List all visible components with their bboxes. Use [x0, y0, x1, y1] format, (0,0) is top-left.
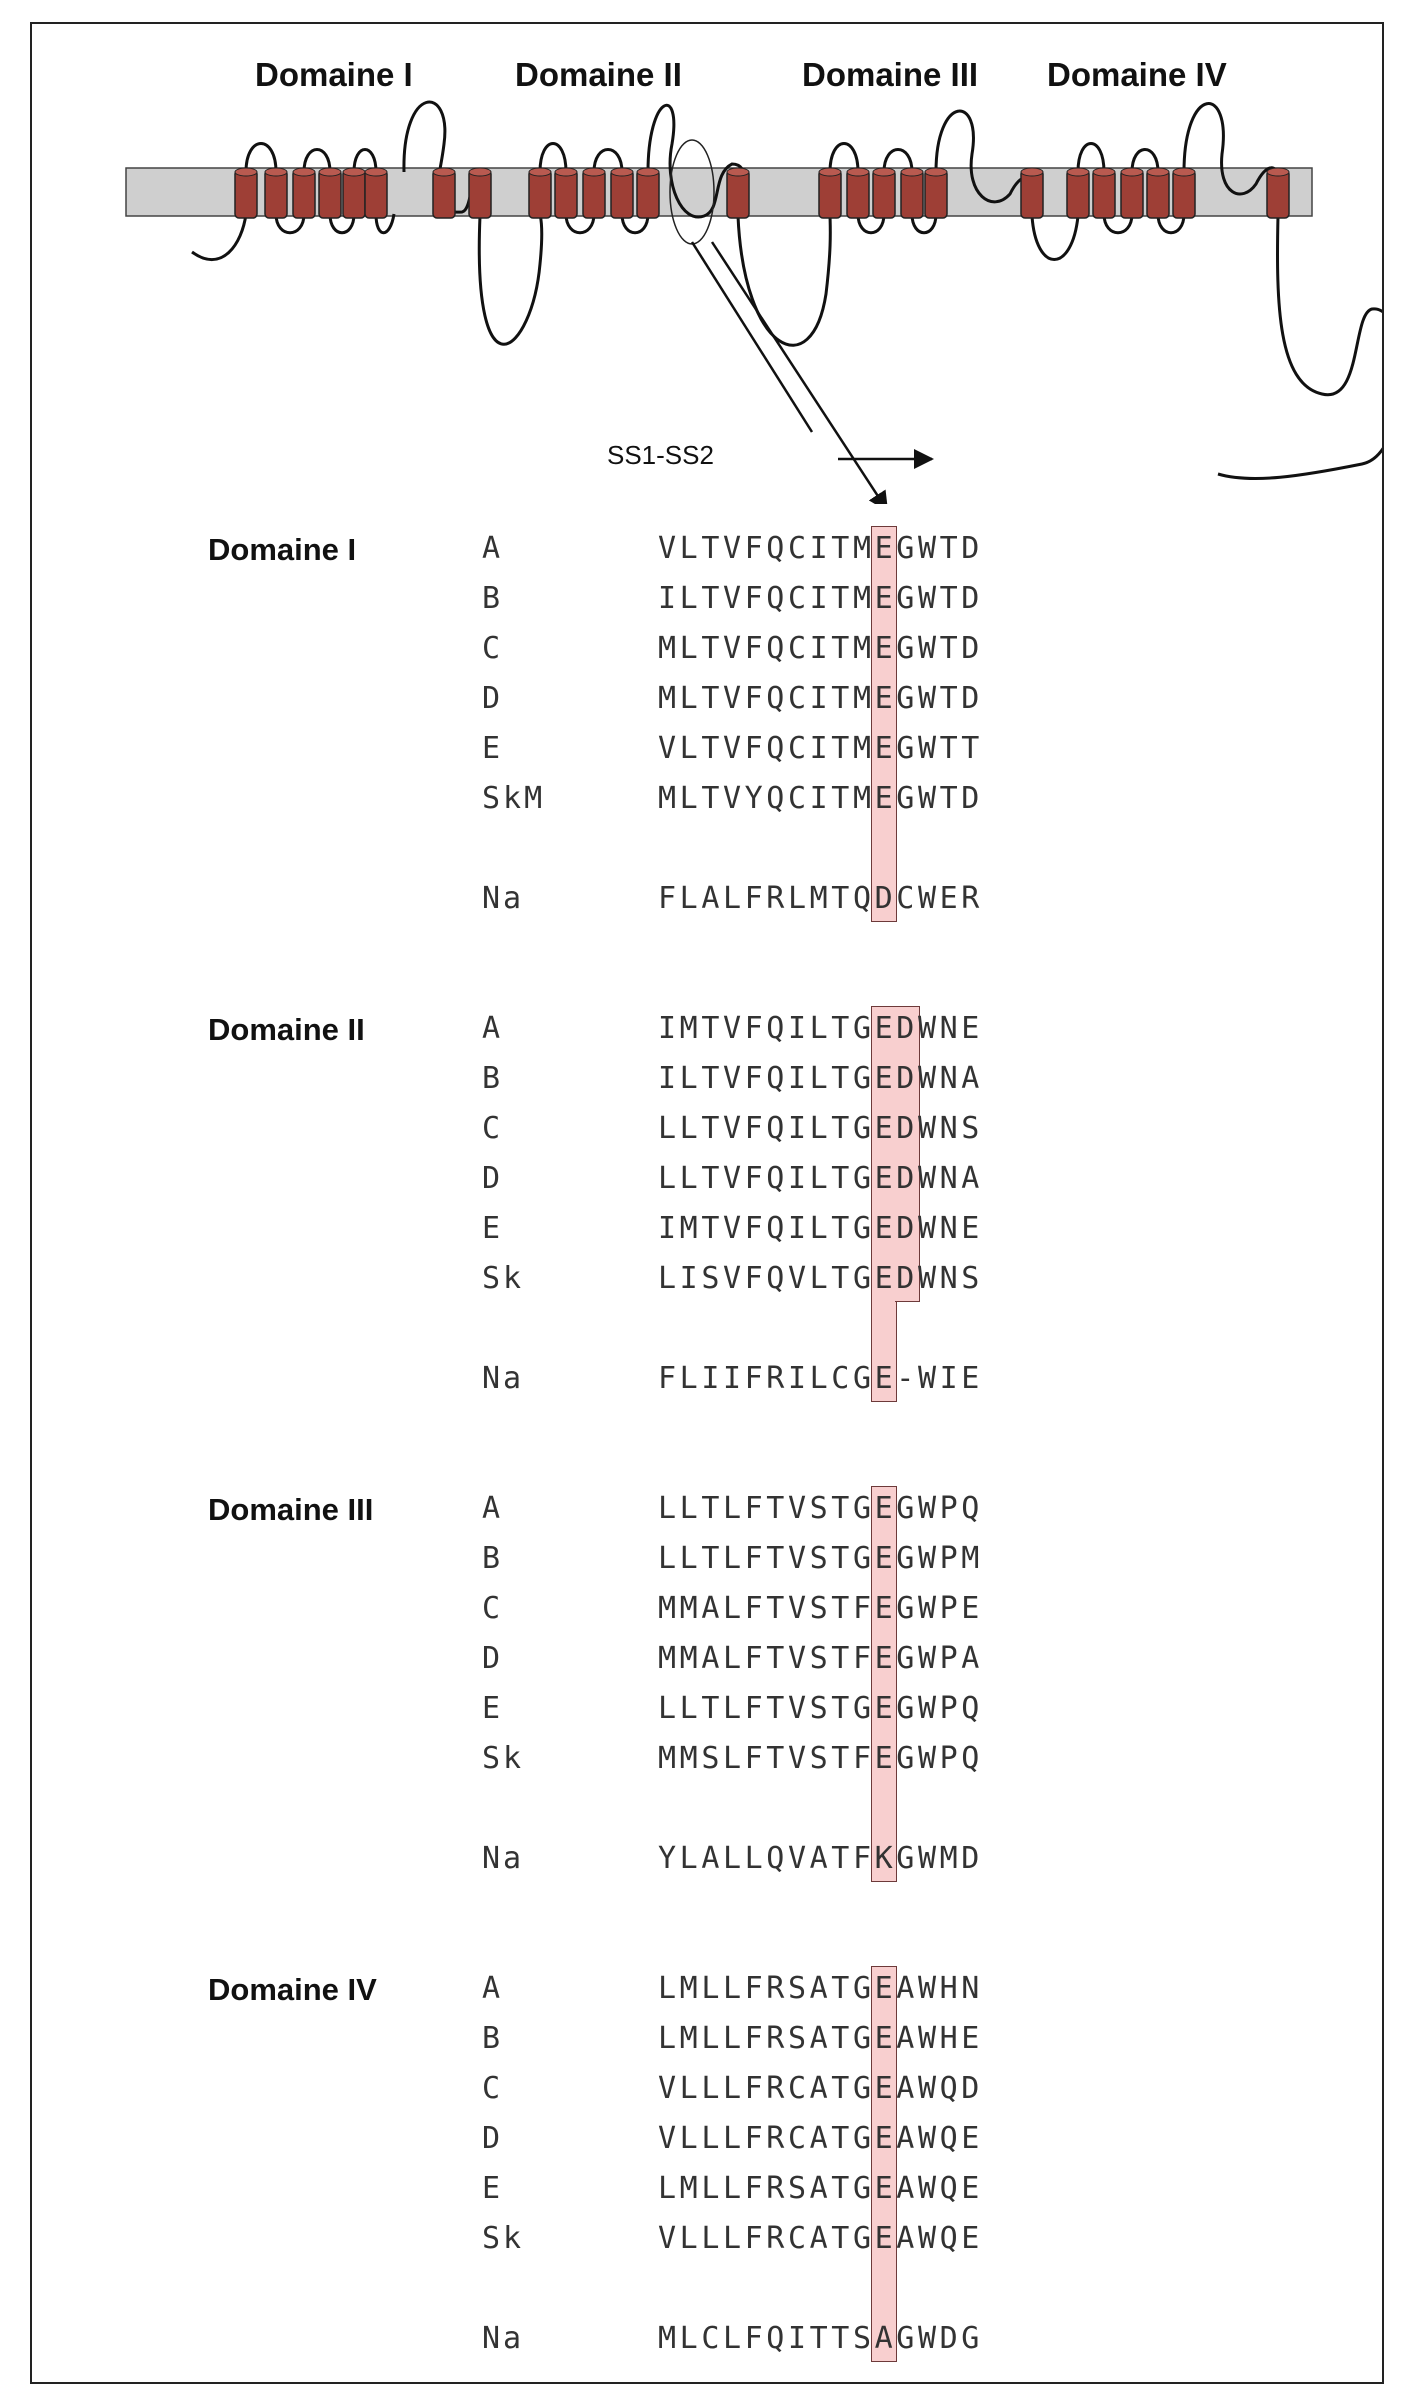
sequence-text: VLLLFRCATGEAWQD [658, 2071, 983, 2106]
helix-domain-2 [555, 170, 577, 218]
loop-segment [479, 214, 542, 344]
domain-label-1: Domaine I [255, 56, 413, 93]
species-label: B [482, 2021, 504, 2056]
helix-domain-3-cap [847, 168, 869, 176]
helix-domain-1-cap [469, 168, 491, 176]
sequence-text: MLCLFQITTSAGWDG [658, 2321, 983, 2356]
sequence-text: MMSLFTVSTFEGWPQ [658, 1741, 983, 1776]
sequence-text: VLTVFQCITMEGWTD [658, 531, 983, 566]
sequence-text: FLIIFRILCGE-WIE [658, 1361, 983, 1396]
helix-domain-3 [847, 170, 869, 218]
helix-domain-1-cap [235, 168, 257, 176]
species-label: Na [482, 1361, 525, 1396]
species-label: Sk [482, 1741, 525, 1776]
sequence-text: ILTVFQCITMEGWTD [658, 581, 983, 616]
sequence-text: IMTVFQILTGEDWNE [658, 1211, 983, 1246]
helix-domain-1-cap [319, 168, 341, 176]
helix-domain-1 [265, 170, 287, 218]
helix-domain-3-cap [873, 168, 895, 176]
pointer-line-1 [692, 242, 812, 432]
species-label: C [482, 2071, 504, 2106]
helix-domain-2-cap [727, 168, 749, 176]
sequence-text: LLTVFQILTGEDWNS [658, 1111, 983, 1146]
species-label: E [482, 2171, 504, 2206]
sequence-text: YLALLQVATFKGWMD [658, 1841, 983, 1876]
species-label: Sk [482, 2221, 525, 2256]
helix-domain-1-cap [433, 168, 455, 176]
species-label: B [482, 581, 504, 616]
helix-domain-2-cap [555, 168, 577, 176]
helix-domain-3 [873, 170, 895, 218]
helix-domain-1 [365, 170, 387, 218]
helix-domain-4-cap [1067, 168, 1089, 176]
helix-domain-1 [319, 170, 341, 218]
helix-domain-4-cap [1121, 168, 1143, 176]
helix-domain-3-cap [1021, 168, 1043, 176]
loop-segment [1032, 216, 1078, 260]
helix-domain-1-cap [343, 168, 365, 176]
sequence-text: VLTVFQCITMEGWTT [658, 731, 983, 766]
helix-domain-1 [343, 170, 365, 218]
sequence-text: LLTLFTVSTGEGWPM [658, 1541, 983, 1576]
alignment-block-title: Domaine II [208, 1012, 365, 1047]
species-label: A [482, 1011, 504, 1046]
species-label: SkM [482, 781, 546, 816]
helix-domain-4-cap [1173, 168, 1195, 176]
helix-domain-4 [1067, 170, 1089, 218]
sequence-text: FLALFRLMTQDCWER [658, 881, 983, 916]
sequence-text: MMALFTVSTFEGWPA [658, 1641, 983, 1676]
helix-domain-4 [1093, 170, 1115, 218]
sequence-text: LMLLFRSATGEAWQE [658, 2171, 983, 2206]
helix-domain-1-cap [365, 168, 387, 176]
sequence-text: LMLLFRSATGEAWHN [658, 1971, 983, 2006]
figure-frame [30, 22, 1384, 2384]
sequence-text: LLTVFQILTGEDWNA [658, 1161, 983, 1196]
domain-label-3: Domaine III [802, 56, 979, 93]
species-label: A [482, 1491, 504, 1526]
selectivity-filter-label: SS1-SS2 [607, 440, 714, 470]
species-label: E [482, 1211, 504, 1246]
pointer-arrow [712, 242, 887, 504]
helix-domain-3 [1021, 170, 1043, 218]
domain-label-2: Domaine II [515, 56, 682, 93]
helix-domain-2-cap [611, 168, 633, 176]
helix-domain-3 [819, 170, 841, 218]
species-label: B [482, 1061, 504, 1096]
species-label: D [482, 1641, 504, 1676]
sequence-text: MLTVYQCITMEGWTD [658, 781, 983, 816]
species-label: Na [482, 881, 525, 916]
helix-domain-4 [1121, 170, 1143, 218]
loop-segment [738, 214, 830, 345]
helix-domain-1-cap [265, 168, 287, 176]
species-label: E [482, 731, 504, 766]
helix-domain-2 [637, 170, 659, 218]
helix-domain-2-cap [583, 168, 605, 176]
helix-domain-4-cap [1093, 168, 1115, 176]
helix-domain-2 [611, 170, 633, 218]
sequence-text: MLTVFQCITMEGWTD [658, 681, 983, 716]
helix-domain-1 [293, 170, 315, 218]
sequence-text: MLTVFQCITMEGWTD [658, 631, 983, 666]
sequence-text: LMLLFRSATGEAWHE [658, 2021, 983, 2056]
sequence-text: VLLLFRCATGEAWQE [658, 2121, 983, 2156]
helix-domain-4 [1267, 170, 1289, 218]
helix-domain-4-cap [1267, 168, 1289, 176]
helix-domain-3-cap [925, 168, 947, 176]
species-label: C [482, 1111, 504, 1146]
helix-domain-3-cap [901, 168, 923, 176]
helix-domain-3 [901, 170, 923, 218]
species-label: D [482, 2121, 504, 2156]
helix-domain-2 [529, 170, 551, 218]
species-label: A [482, 1971, 504, 2006]
loop-segment [192, 214, 246, 260]
species-label: Na [482, 1841, 525, 1876]
alignment-block-title: Domaine I [208, 532, 357, 567]
helix-domain-2-cap [637, 168, 659, 176]
helix-domain-1 [469, 170, 491, 218]
sequence-text: VLLLFRCATGEAWQE [658, 2221, 983, 2256]
species-label: Sk [482, 1261, 525, 1296]
sequence-text: ILTVFQILTGEDWNA [658, 1061, 983, 1096]
loop-segment [1218, 216, 1382, 479]
species-label: B [482, 1541, 504, 1576]
species-label: A [482, 531, 504, 566]
species-label: D [482, 1161, 504, 1196]
alignment-block-title: Domaine III [208, 1492, 374, 1527]
helix-domain-2-cap [529, 168, 551, 176]
sequence-text: LLTLFTVSTGEGWPQ [658, 1491, 983, 1526]
helix-domain-2 [583, 170, 605, 218]
channel-topology-diagram [32, 24, 1382, 504]
helix-domain-2 [727, 170, 749, 218]
domain-label-4: Domaine IV [1047, 56, 1227, 93]
alignment-block-title: Domaine IV [208, 1972, 377, 2007]
helix-domain-4 [1147, 170, 1169, 218]
sequence-text: MMALFTVSTFEGWPE [658, 1591, 983, 1626]
species-label: D [482, 681, 504, 716]
species-label: Na [482, 2321, 525, 2356]
species-label: C [482, 631, 504, 666]
helix-domain-3 [925, 170, 947, 218]
helix-domain-4 [1173, 170, 1195, 218]
species-label: C [482, 1591, 504, 1626]
helix-domain-1 [235, 170, 257, 218]
helix-domain-1-cap [293, 168, 315, 176]
sequence-text: LISVFQVLTGEDWNS [658, 1261, 983, 1296]
sequence-text: LLTLFTVSTGEGWPQ [658, 1691, 983, 1726]
helix-domain-4-cap [1147, 168, 1169, 176]
species-label: E [482, 1691, 504, 1726]
helix-domain-3-cap [819, 168, 841, 176]
helix-domain-1 [433, 170, 455, 218]
sequence-text: IMTVFQILTGEDWNE [658, 1011, 983, 1046]
